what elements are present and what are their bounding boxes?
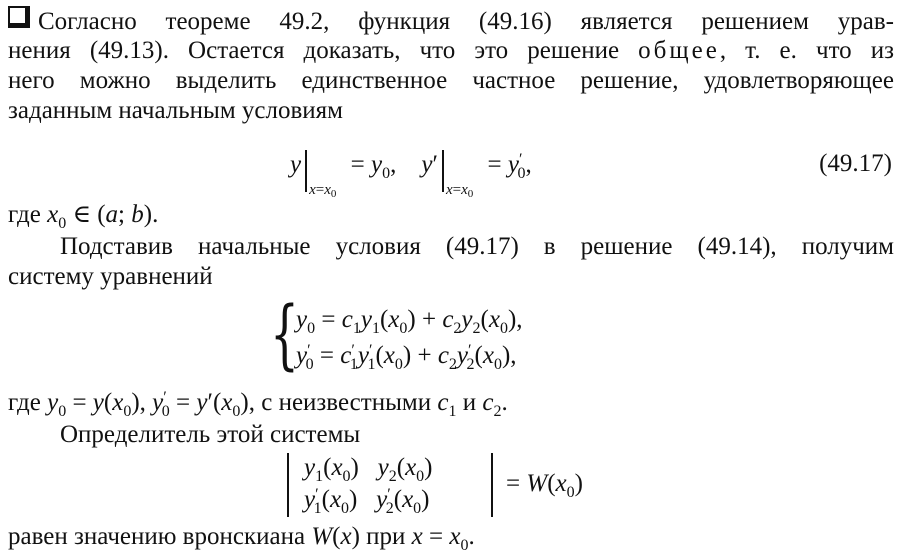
paragraph-4-line: где $y_0 = y(x_0)$, $y'_0 = y'(x_0)$, с неизвестными $c_1$ и $c_2$. [8, 389, 508, 420]
equation-49-17: $y_{x=x_0} = y_0$, $y'_{x=x_0} = y'_0$, [290, 151, 532, 200]
system-brace: { [270, 289, 300, 378]
system-equation-2: $y'_0 = c'_1y'_1(x_0) + c_2y'_2(x_0)$, [296, 342, 517, 373]
determinant-row-1: $y_1(x_0)$ $y_2(x_0)$ [304, 454, 433, 485]
paragraph-3-line-2: систему уравнений [8, 263, 213, 290]
paragraph-1-line-3: него можно выделить единственное частное решение, удовлетворяющее [8, 67, 894, 94]
equation-number: (49.17) [819, 150, 892, 177]
paragraph-3-line-1: Подставив начальные условия (49.17) в решение (49.14), получим [60, 233, 894, 260]
paragraph-2-line: где $x_0$ ∈ (a; b). [8, 201, 159, 232]
paragraph-6-line: равен значению вронскиана W(x) при $x = x_0$. [8, 523, 475, 554]
paragraph-1-line-1: Согласно теореме 49.2, функция (49.16) является решением урав- [8, 6, 894, 37]
determinant-row-2: $y'_1(x_0)$ $y'_2(x_0)$ [304, 486, 430, 517]
determinant-right-bar [491, 453, 493, 517]
proof-start-square-icon [8, 6, 30, 28]
determinant-equals-wronskian: = $W(x_0)$ [506, 470, 583, 501]
determinant-left-bar [287, 453, 289, 517]
paragraph-5-line: Определитель этой системы [60, 421, 361, 448]
paragraph-1-line-4: заданным начальным условиям [8, 97, 343, 124]
paragraph-1-line-2: нения (49.13). Остается доказать, что это решение общее, т. е. что из [8, 37, 894, 64]
system-equation-1: $y_0 = c_1y_1(x_0) + c_2y_2(x_0)$, [296, 306, 523, 337]
emphasized-word: общее [638, 37, 720, 64]
